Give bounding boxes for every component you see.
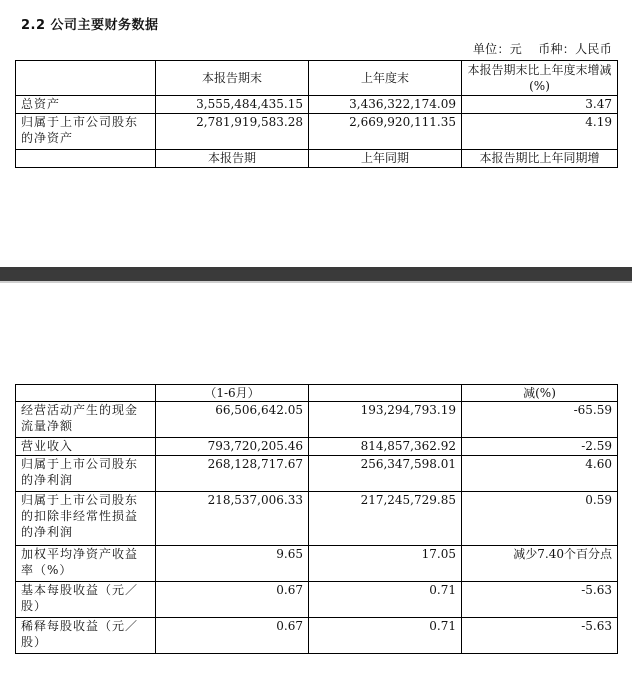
value-current: 268,128,717.67: [156, 456, 309, 492]
table1-header-change: 本报告期末比上年度末增减(%): [462, 61, 618, 96]
value-previous: 814,857,362.92: [309, 438, 462, 456]
value-previous: 0.71: [309, 582, 462, 618]
table2-header-blank-2: [309, 385, 462, 402]
value-previous: 3,436,322,174.09: [309, 96, 462, 114]
table-row: [16, 456, 618, 492]
value-current: 793,720,205.46: [156, 438, 309, 456]
table1-subheader-blank: [16, 150, 156, 168]
section-title: 2.2 公司主要财务数据: [21, 18, 159, 33]
currency-label: 币种：人民币: [538, 42, 612, 56]
value-current: 0.67: [156, 582, 309, 618]
value-change: 减少7.40个百分点: [462, 546, 618, 582]
row-label: 营业收入: [16, 438, 156, 456]
value-previous: 256,347,598.01: [309, 456, 462, 492]
value-current: 218,537,006.33: [156, 492, 309, 546]
unit-label: 单位：元: [472, 42, 523, 56]
row-label: 加权平均净资产收益率（%）: [16, 546, 156, 582]
table-row: [16, 96, 618, 114]
value-previous: 217,245,729.85: [309, 492, 462, 546]
value-change: -65.59: [462, 402, 618, 438]
table-row: [16, 114, 618, 150]
table-row: [16, 492, 618, 546]
value-previous: 2,669,920,111.35: [309, 114, 462, 150]
value-previous: 193,294,793.19: [309, 402, 462, 438]
value-change: 4.60: [462, 456, 618, 492]
value-change: 3.47: [462, 96, 618, 114]
value-change: -5.63: [462, 618, 618, 654]
value-previous: 0.71: [309, 618, 462, 654]
table2-header-blank: [16, 385, 156, 402]
value-previous: 17.05: [309, 546, 462, 582]
balance-sheet-table: [15, 60, 618, 168]
table1-subheader-change: 本报告期比上年同期增: [462, 150, 618, 168]
value-change: 0.59: [462, 492, 618, 546]
value-change: 4.19: [462, 114, 618, 150]
row-label: 经营活动产生的现金流量净额: [16, 402, 156, 438]
row-label: 稀释每股收益（元／股）: [16, 618, 156, 654]
table-row: [16, 438, 618, 456]
table2-header-row: [16, 385, 618, 402]
value-change: -5.63: [462, 582, 618, 618]
table-row: [16, 402, 618, 438]
value-current: 2,781,919,583.28: [156, 114, 309, 150]
value-current: 66,506,642.05: [156, 402, 309, 438]
row-label: 归属于上市公司股东的扣除非经常性损益的净利润: [16, 492, 156, 546]
table1-subheader-row: [16, 150, 618, 168]
value-current: 3,555,484,435.15: [156, 96, 309, 114]
row-label: 归属于上市公司股东的净资产: [16, 114, 156, 150]
table1-subheader-same-period: 上年同期: [309, 150, 462, 168]
unit-line: [473, 40, 612, 57]
table1-subheader-period: 本报告期: [156, 150, 309, 168]
value-current: 0.67: [156, 618, 309, 654]
page-break-shadow: [0, 281, 632, 283]
table2-header-change: 减(%): [462, 385, 618, 402]
table1-header-period-end: 本报告期末: [156, 61, 309, 96]
page-break-bar: [0, 267, 632, 281]
table2-header-period: （1-6月）: [156, 385, 309, 402]
table-row: [16, 618, 618, 654]
table-row: [16, 582, 618, 618]
table1-header-row: [16, 61, 618, 96]
row-label: 归属于上市公司股东的净利润: [16, 456, 156, 492]
income-statement-table: [15, 384, 618, 654]
table-row: [16, 546, 618, 582]
row-label: 基本每股收益（元／股）: [16, 582, 156, 618]
value-current: 9.65: [156, 546, 309, 582]
table1-header-blank: [16, 61, 156, 96]
value-change: -2.59: [462, 438, 618, 456]
table1-header-last-year-end: 上年度末: [309, 61, 462, 96]
row-label: 总资产: [16, 96, 156, 114]
